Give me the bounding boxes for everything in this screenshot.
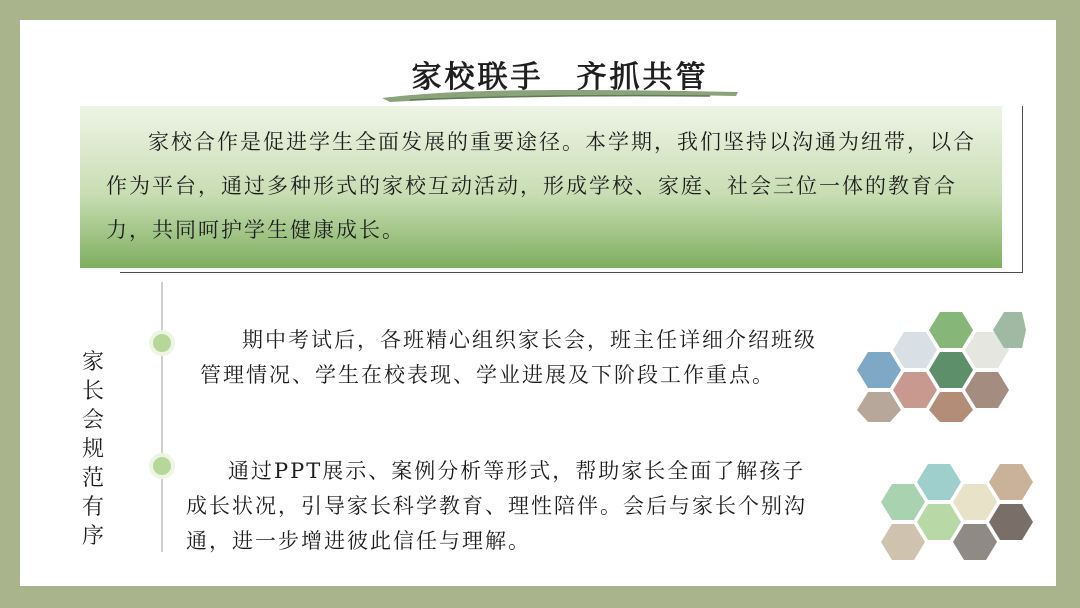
timeline-line	[161, 282, 163, 552]
paragraph-1: 期中考试后，各班精心组织家长会，班主任详细介绍班级管理情况、学生在校表现、学业进展及下阶段工作重点。	[200, 328, 817, 387]
meeting-photo-collage	[868, 454, 1034, 566]
timeline-dot	[149, 330, 175, 356]
page-title: 家校联手 齐抓共管	[411, 60, 709, 95]
intro-box	[80, 106, 1002, 268]
title-block	[380, 48, 740, 108]
slide	[20, 20, 1056, 586]
intro-text: 家校合作是促进学生全面发展的重要途径。本学期，我们坚持以沟通为纽带，以合作为平台，通过多种形式的家校互动活动，形成学校、家庭、社会三位一体的教育合力，共同呵护学生健康成长。	[106, 130, 976, 242]
classroom-photo-collage	[846, 304, 1026, 422]
section-title: 家长会规范有序	[81, 350, 104, 549]
paragraph-2: 通过PPT展示、案例分析等形式，帮助家长全面了解孩子成长状况，引导家长科学教育、理性陪伴。会后与家长个别沟通，进一步增进彼此信任与理解。	[186, 459, 807, 553]
timeline-dot	[149, 453, 175, 479]
